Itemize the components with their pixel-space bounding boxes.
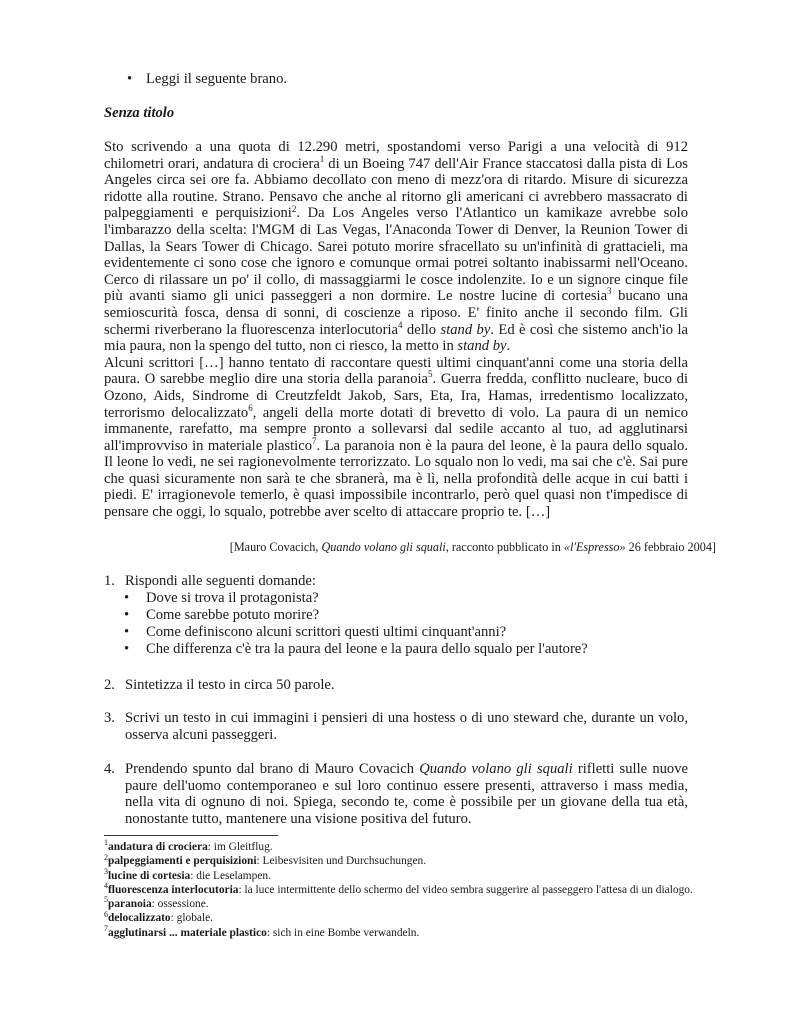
passage-text: di un Boeing 747 dell'Air France staccatosi dalla pista di Los Angeles circa sei ore fa. Abbiamo decollato con meno di mezz'ora di ritardo. Misure di sicurezza ridotte alla routine. Strano. Pensavo che anche al ritorno gli americani ci avrebbero massacrato di palpeggiamenti e perquisizioni	[104, 155, 688, 222]
question-2	[104, 677, 688, 695]
footnote-number: 7	[104, 923, 108, 933]
footnote-5	[104, 897, 724, 911]
passage-text: . Ed è così che sistemo anch'io la mia paura, non la spengo del tutto, non ci riesco, la metto in	[104, 321, 689, 355]
footnote-separator	[104, 835, 278, 836]
footnotes	[104, 840, 724, 940]
footnote-7	[104, 923, 724, 940]
italic-term: stand by	[457, 338, 507, 355]
footnote-term: paranoia	[108, 898, 152, 911]
citation-work-title: Quando volano gli squali	[321, 540, 446, 554]
passage-text: dello	[402, 321, 441, 338]
citation-text: , racconto pubblicato in	[445, 540, 564, 554]
footnote-term: fluorescenza interlocutoria	[108, 883, 239, 896]
footnote-term: lucine di cortesia	[108, 869, 191, 882]
passage-text: , angeli della morte dotati di brevetto di volo. La paura di un nemico immanente, rarefatto, ma sempre pronto a sollevarsi dal sedile accanto al tuo, ad agglutinarsi all'improvviso in materiale plastico	[104, 404, 688, 454]
footnote-term: agglutinarsi ... materiale plastico	[108, 926, 267, 939]
question-text-part: Prendendo spunto dal brano di Mauro Covacich	[125, 761, 420, 777]
footnote-number: 6	[104, 909, 108, 919]
passage-text: . Da Los Angeles verso l'Atlantico un kamikaze avrebbe solo l'imbarazzo della scelta: l'MGM di Las Vegas, l'Anaconda Tower di Denver, la Reunion Tower di Dallas, la Sears Tower di Chicago. Sarei potuto morire sfracellato su un'infinità di grattacieli, ma evidentemente ci sono cose che ignoro e comunque ormai potrei soltanto inabissarmi nell'Oceano. Cerco di rilassare un po' il collo, di massaggiarmi le cosce indolenzite. Io e un signore cinque file più avanti siamo gli unici passeggeri a non dormire. Le nostre lucine di cortesia	[104, 205, 688, 305]
instruction-text: Leggi il seguente brano.	[146, 71, 288, 87]
passage-title: Senza titolo	[104, 105, 175, 121]
citation-magazine: «l'Espresso»	[563, 540, 626, 554]
citation-text: [Mauro Covacich,	[229, 540, 322, 554]
footnote-definition: : globale.	[170, 912, 214, 925]
italic-term: stand by	[440, 321, 491, 338]
bullet-icon: •	[124, 624, 130, 640]
passage-paragraph-2	[104, 355, 688, 521]
sub-question-text: Come definiscono alcuni scrittori questi ultimi cinquant'anni?	[146, 624, 507, 640]
footnote-ref-7: 7	[312, 435, 317, 446]
passage-paragraph-1	[104, 139, 688, 355]
footnote-number: 3	[104, 866, 108, 876]
question-text-part: rifletti sulle nuove paure dell'uomo contemporaneo e sul loro continuo essere presenti, attraverso i mass media, nella vita di ognuno di noi. Spiega, secondo te, come è possibile per un giovane della tua età, nonostante tutto, mantenere una visione positiva del futuro.	[125, 761, 688, 827]
passage-text: .	[506, 338, 511, 355]
footnote-term: palpeggiamenti e perquisizioni	[108, 855, 257, 868]
question-text: Sintetizza il testo in circa 50 parole.	[125, 677, 335, 693]
bullet-icon: •	[124, 590, 130, 606]
bullet-icon: •	[124, 607, 130, 623]
footnote-4	[104, 883, 724, 897]
passage-text: Alcuni scrittori […] hanno tentato di raccontare questi ultimi cinquant'anni come una storia della paura. O sarebbe meglio dire una storia della paranoia	[104, 354, 688, 388]
citation-date: 26 febbraio 2004]	[625, 540, 716, 554]
footnote-number: 4	[104, 881, 108, 891]
passage-text: Sto scrivendo a una quota di 12.290 metri, spostandomi verso Parigi a una velocità di 912 chilometri orari, andatura di crociera	[104, 139, 688, 172]
footnote-number: 1	[104, 838, 108, 848]
question-text	[125, 761, 688, 827]
footnote-ref-5: 5	[428, 369, 433, 380]
question-number: 2.	[104, 677, 115, 693]
question-number: 4.	[104, 761, 115, 777]
footnote-ref-3: 3	[607, 286, 612, 297]
sub-question-text: Che differenza c'è tra la paura del leone e la paura dello squalo per l'autore?	[146, 641, 588, 657]
question-number: 3.	[104, 710, 115, 726]
passage-body	[104, 139, 688, 521]
footnote-1	[104, 840, 724, 854]
footnote-definition: : Leibesvisiten und Durchsuchungen.	[256, 855, 427, 868]
footnote-definition: : la luce intermittente dello schermo del video sembra suggerire al passeggero l'attesa di un dialogo.	[238, 883, 693, 896]
footnote-definition: : sich in eine Bombe verwandeln.	[266, 926, 420, 939]
question-number: 1.	[104, 573, 115, 589]
footnote-definition: : die Leselampen.	[190, 869, 271, 882]
passage-text: bucano una semioscurità fosca, densa di sonni, di coscienze a riposo. E' finito anche il secondo film. Gli schermi riverberano la fluorescenza interlocutoria	[104, 288, 688, 338]
passage-text: . Guerra fredda, conflitto nucleare, buco di Ozono, Aids, Sindrome di Creutzfeldt Jakob, Sars, Eta, Ira, Hamas, irredentismo localizzato, terrorismo delocalizzato	[104, 371, 688, 421]
work-title: Quando volano gli squali	[419, 761, 573, 777]
sub-question-text: Dove si trova il protagonista?	[146, 590, 319, 606]
footnote-definition: : im Gleitflug.	[207, 841, 273, 853]
footnote-definition: : ossessione.	[151, 898, 209, 911]
source-citation	[200, 540, 716, 554]
footnote-ref-6: 6	[248, 402, 253, 413]
passage-text: . La paranoia non è la paura del leone, è la paura dello squalo. Il leone lo vedi, ne sei ragionevolmente terrorizzato. Lo squalo non lo vedi, ma sai che c'è. Sai pure che quasi sicuramente non sarà te che sbranerà, ma è lì, nella profondità delle acque in cui batti i piedi. E' irragionevole temerlo, è quasi impossibile incontrarlo, però quel quasi non t'impedisce di pensare che oggi, lo squalo, potrebbe aver scelto di attaccare proprio te. […]	[104, 437, 688, 521]
question-text: Scrivi un testo in cui immagini i pensieri di una hostess o di uno steward che, durante un volo, osserva alcuni passeggeri.	[125, 710, 688, 743]
question-4	[104, 761, 688, 829]
footnote-number: 5	[104, 895, 108, 905]
bullet-icon: •	[124, 641, 130, 657]
footnote-3	[104, 866, 724, 883]
footnote-6	[104, 911, 724, 925]
bullet-icon: •	[127, 71, 133, 87]
question-text: Rispondi alle seguenti domande:	[125, 573, 316, 589]
footnote-2	[104, 854, 724, 868]
sub-question-text: Come sarebbe potuto morire?	[146, 607, 320, 623]
question-3	[104, 710, 688, 746]
footnote-number: 2	[104, 852, 108, 862]
footnote-ref-2: 2	[291, 203, 297, 214]
footnote-ref-4: 4	[398, 319, 403, 330]
footnote-ref-1: 1	[319, 153, 325, 164]
footnote-term: andatura di crociera	[108, 841, 208, 853]
footnote-term: delocalizzato	[108, 912, 171, 925]
question-1	[104, 573, 688, 661]
